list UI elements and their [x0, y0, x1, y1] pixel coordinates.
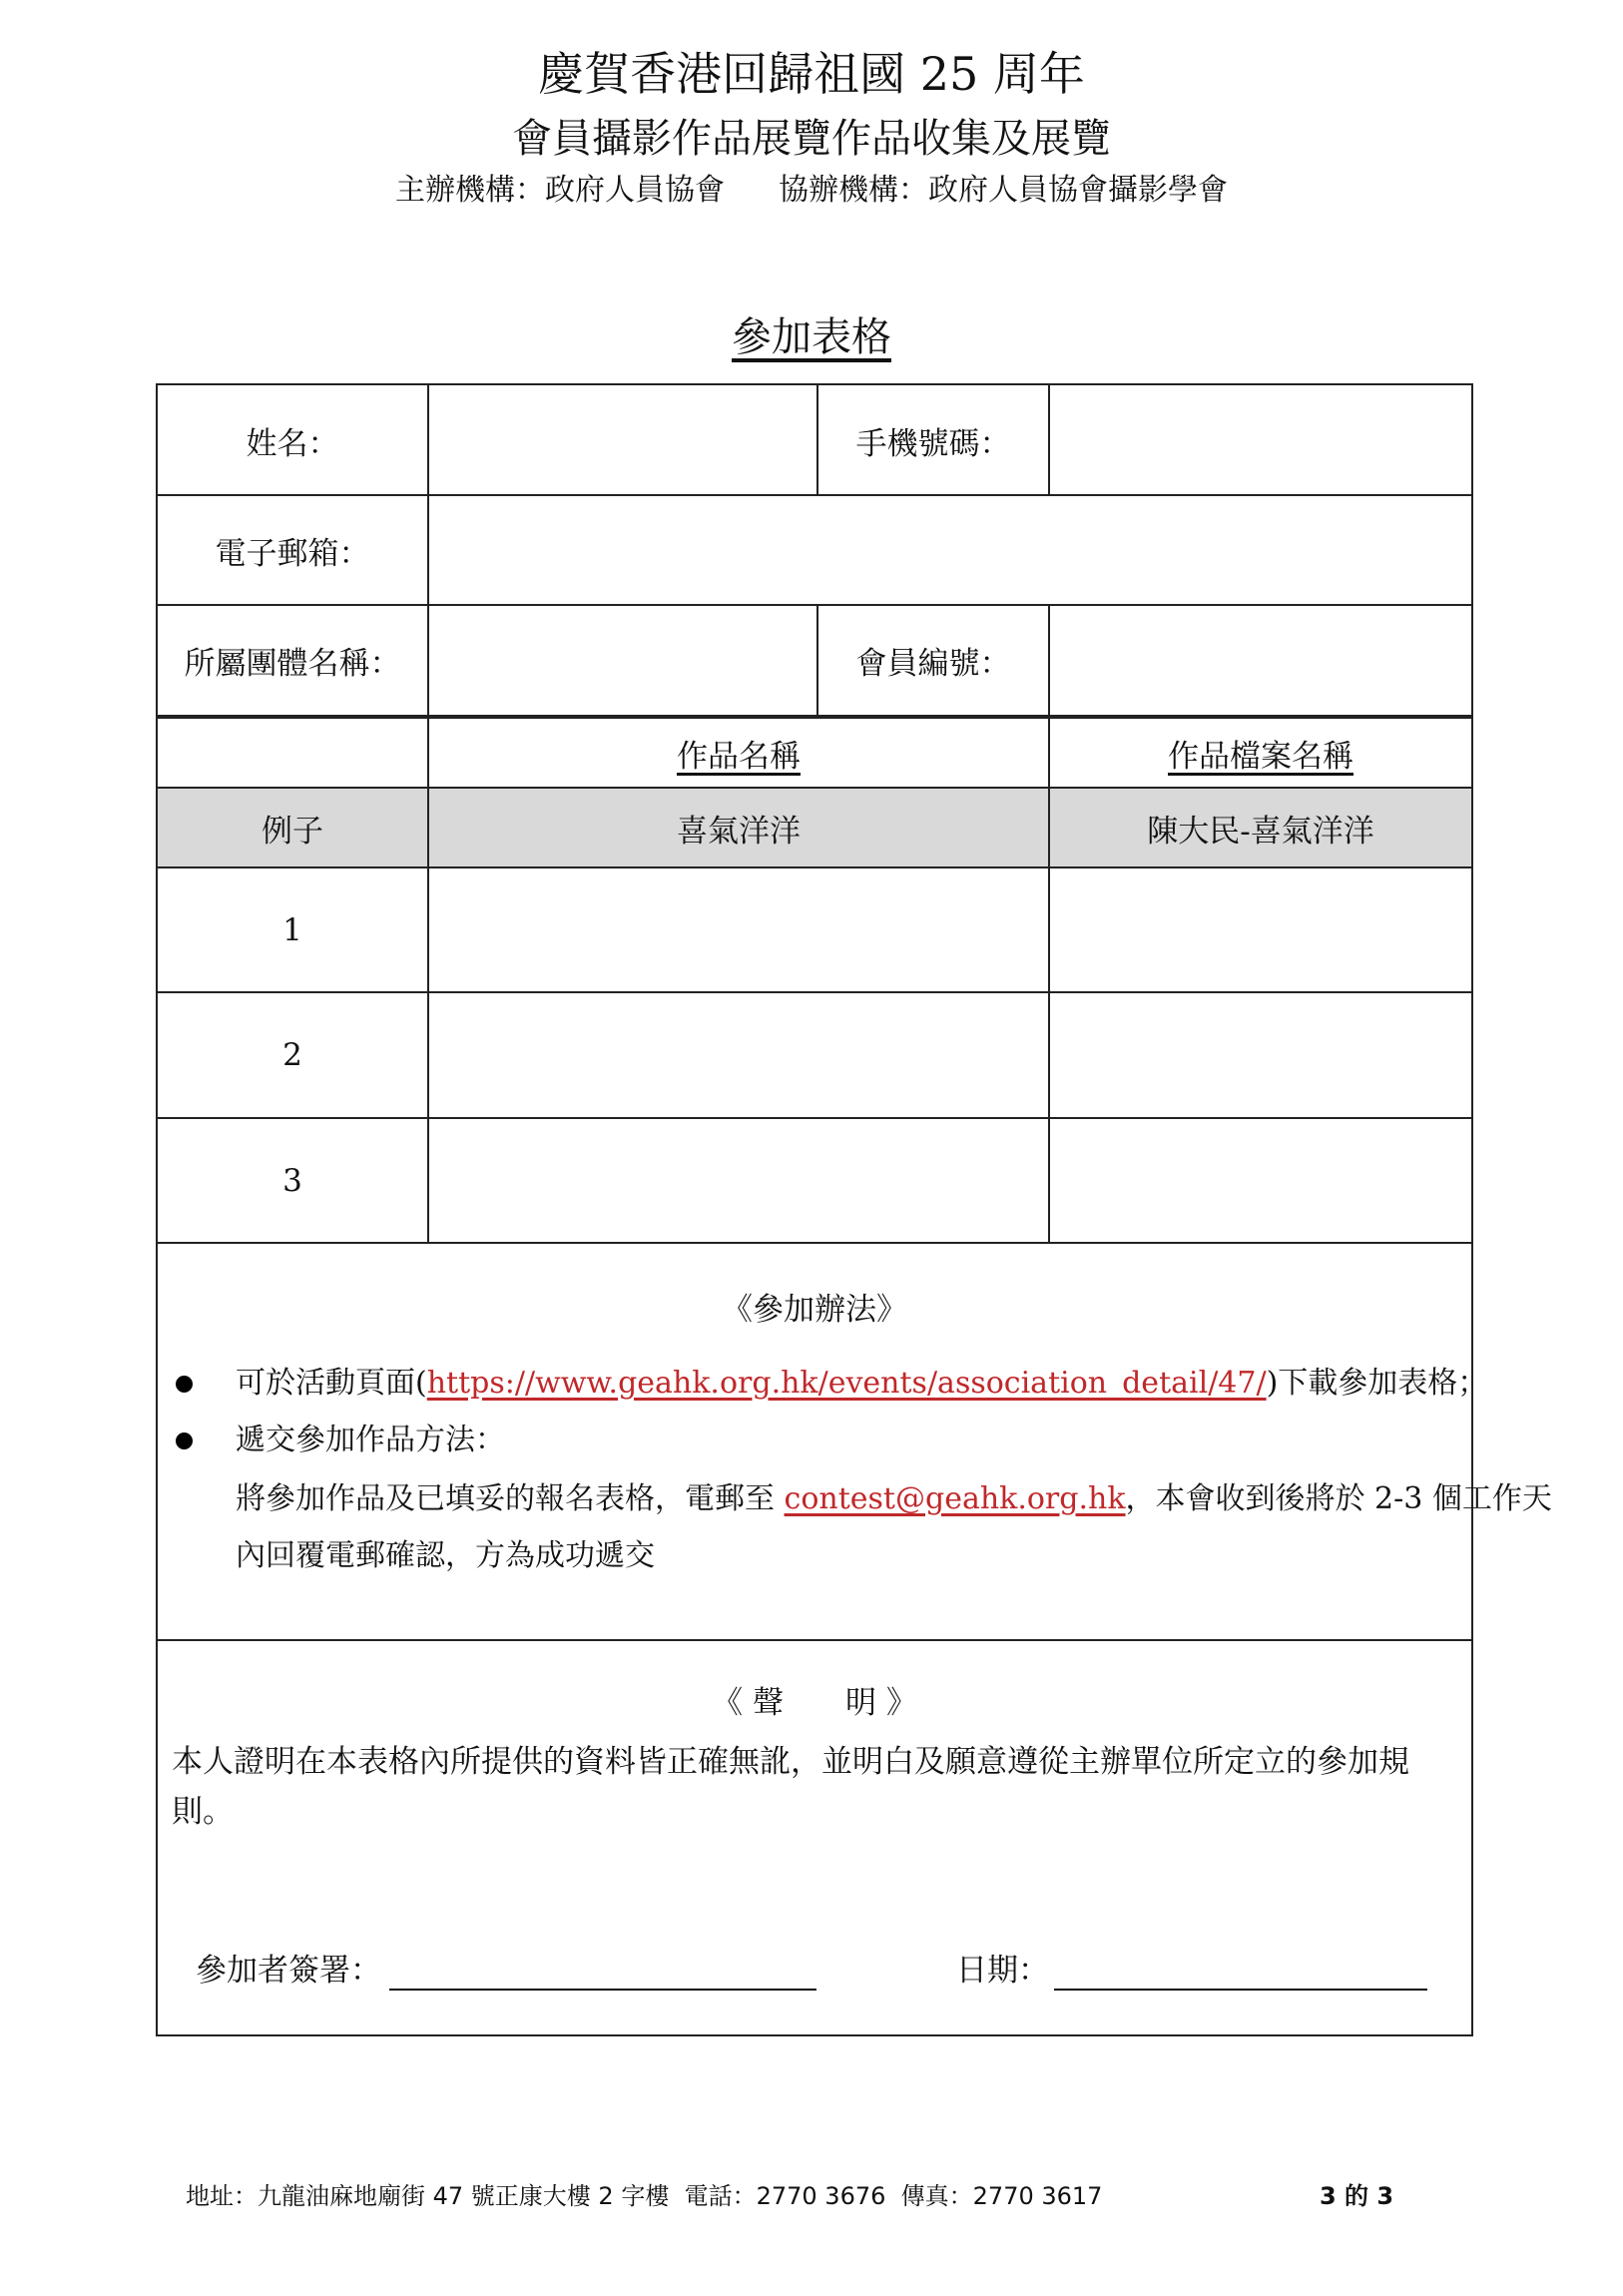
email-label: 電子郵箱： — [215, 535, 370, 572]
work-file-field[interactable] — [1050, 1119, 1471, 1242]
organization-field[interactable] — [429, 605, 816, 715]
email-field[interactable] — [429, 495, 1471, 605]
co-organizer-text: 協辦機構：政府人員協會攝影學會 — [779, 173, 1228, 208]
example-label: 例子 — [262, 813, 323, 850]
signature-label: 參加者簽署： — [196, 1953, 381, 1989]
work-title-header — [429, 719, 1048, 787]
date-line[interactable] — [1054, 1989, 1427, 1991]
work-file-header-text: 作品檔案名稱 — [1168, 738, 1353, 775]
organization-label: 所屬團體名稱： — [184, 645, 401, 682]
declaration-title: 《 聲 明 》 — [712, 1685, 917, 1721]
mobile-label: 手機號碼： — [855, 425, 1011, 462]
works-header-blank — [158, 719, 427, 787]
footer-address: 地址：九龍油麻地廟街 47 號正康大樓 2 字樓 — [186, 2182, 670, 2210]
date-label: 日期： — [956, 1953, 1049, 1989]
method-submit-detail: 將參加作品及已填妥的報名表格，電郵至 contest@geahk.org.hk，本會收到後將於 2-3 個工作天 — [236, 1481, 1552, 1516]
row-number: 2 — [282, 1037, 302, 1073]
footer-contact — [186, 2179, 1102, 2213]
work-title-field[interactable] — [429, 1119, 1048, 1242]
work-file-field[interactable] — [1050, 993, 1471, 1117]
method-item-submit: 遞交參加作品方法： — [236, 1423, 505, 1457]
work-title-field[interactable] — [429, 868, 1048, 991]
work-file-field[interactable] — [1050, 868, 1471, 991]
event-page-link[interactable]: https://www.geahk.org.hk/events/association_detail/47/ — [426, 1366, 1267, 1401]
example-work-title: 喜氣洋洋 — [677, 813, 801, 850]
form-title — [0, 311, 1623, 363]
member-number-label: 會員編號： — [855, 645, 1011, 682]
method-submit-detail-cont: 內回覆電郵確認，方為成功遞交 — [236, 1538, 655, 1573]
example-work-file: 陳大民-喜氣洋洋 — [1147, 813, 1374, 850]
work-title-header-text: 作品名稱 — [677, 738, 801, 775]
row-number: 1 — [282, 911, 302, 948]
bullet-icon — [176, 1376, 193, 1393]
signature-line[interactable] — [389, 1989, 816, 1991]
document-title: 慶賀香港回歸祖國 25 周年 — [538, 47, 1085, 101]
document-subtitle: 會員攝影作品展覽作品收集及展覽 — [512, 116, 1111, 162]
work-file-header — [1050, 719, 1471, 787]
method-title: 《參加辦法》 — [722, 1292, 907, 1328]
name-label: 姓名： — [246, 425, 339, 462]
page-number: 3 的 3 — [1320, 2182, 1394, 2210]
work-title-field[interactable] — [429, 993, 1048, 1117]
organizer-text: 主辦機構：政府人員協會 — [395, 173, 725, 208]
member-number-field[interactable] — [1050, 605, 1471, 715]
organizers-line — [0, 170, 1623, 212]
name-field[interactable] — [429, 385, 816, 495]
footer-fax: 傳真：2770 3617 — [900, 2182, 1103, 2210]
declaration-text: 本人證明在本表格內所提供的資料皆正確無訛，並明白及願意遵從主辦單位所定立的參加規則。 — [172, 1744, 1409, 1830]
contest-email-link[interactable]: contest@geahk.org.hk — [784, 1481, 1126, 1516]
footer-phone: 電話：2770 3676 — [684, 2182, 886, 2210]
form-title-text: 參加表格 — [732, 314, 891, 360]
entry-form-table — [156, 383, 1552, 2036]
method-item-download: 可於活動頁面(https://www.geahk.org.hk/events/association_detail/47/)下載參加表格； — [236, 1366, 1488, 1401]
row-number: 3 — [282, 1162, 302, 1199]
bullet-icon — [176, 1433, 193, 1449]
mobile-field[interactable] — [1050, 385, 1471, 495]
